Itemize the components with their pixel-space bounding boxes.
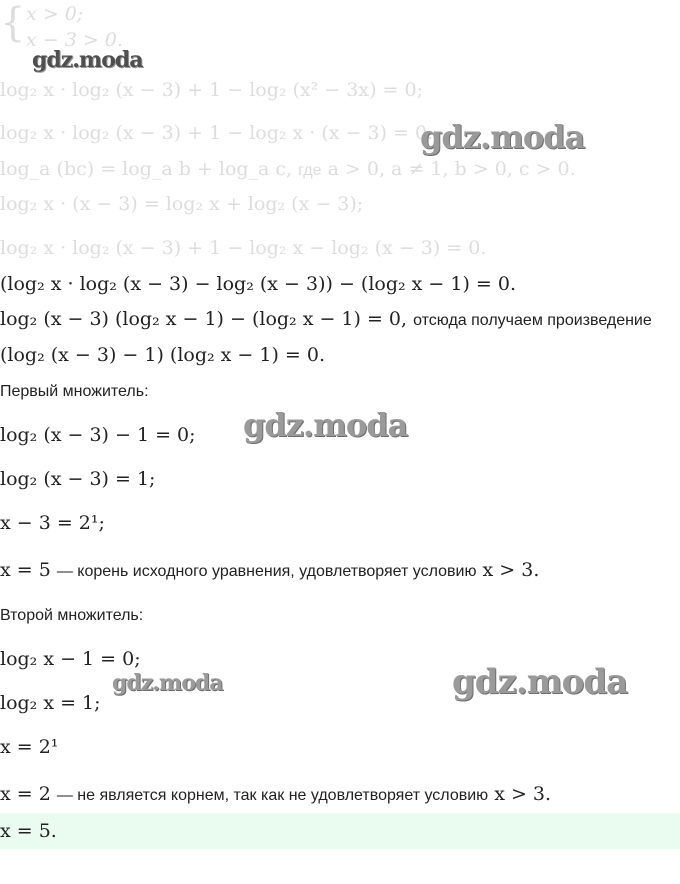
faded-line-5: log₂ x · log₂ (x − 3) + 1 − log₂ x − log₂ (x − 3) = 0. xyxy=(0,237,487,259)
grouping-line: (log₂ x · log₂ (x − 3) − log₂ (x − 3)) − (log₂ x − 1) = 0. xyxy=(0,273,517,295)
watermark-logo: gdz.moda xyxy=(452,662,628,702)
first-factor-eq-2: log₂ (x − 3) = 1; xyxy=(0,468,156,490)
faded-line-1: log₂ x · log₂ (x − 3) + 1 − log₂ (x² − 3x) = 0; xyxy=(0,79,424,101)
second-factor-eq-3: x = 2¹ xyxy=(0,736,59,758)
second-factor-eq-1: log₂ x − 1 = 0; xyxy=(0,648,141,670)
watermark-logo: gdz.moda xyxy=(32,47,143,73)
product-line: (log₂ (x − 3) − 1) (log₂ x − 1) = 0. xyxy=(0,344,326,366)
factoring-line xyxy=(0,307,652,333)
non-root-text: — не является корнем, так как не удовлетворяет условию xyxy=(56,787,489,804)
watermark-logo: gdz.moda xyxy=(243,406,408,444)
log-property-word: где xyxy=(298,162,322,179)
first-factor-eq-3: x − 3 = 2¹; xyxy=(0,512,105,534)
condition-2: x − 3 > 0. xyxy=(26,29,123,51)
second-factor-eq-2: log₂ x = 1; xyxy=(0,692,101,714)
second-factor-label: Второй множитель: xyxy=(0,607,144,624)
root-formula: x = 5 xyxy=(0,559,51,581)
faded-line-4: log₂ x · (x − 3) = log₂ x + log₂ (x − 3); xyxy=(0,193,364,215)
faded-line-3 xyxy=(0,157,576,183)
first-factor-eq-1: log₂ (x − 3) − 1 = 0; xyxy=(0,424,196,446)
watermark-logo: gdz.moda xyxy=(112,670,223,696)
log-property-condition: a > 0, a ≠ 1, b > 0, c > 0. xyxy=(327,158,576,180)
faded-line-2: log₂ x · log₂ (x − 3) + 1 − log₂ x · (x − 3) = 0. xyxy=(0,122,434,144)
root-text: — корень исходного уравнения, удовлетворяет условию xyxy=(56,563,477,580)
answer-box xyxy=(0,813,680,849)
factoring-text: отсюда получаем произведение xyxy=(413,312,652,329)
second-factor-result xyxy=(0,782,551,808)
factoring-formula: log₂ (x − 3) (log₂ x − 1) − (log₂ x − 1) = 0, xyxy=(0,308,408,330)
non-root-condition: x > 3. xyxy=(494,783,552,805)
first-factor-label: Первый множитель: xyxy=(0,383,149,400)
answer-text: x = 5. xyxy=(0,820,57,842)
log-property-formula: log_a (bc) = log_a b + log_a c, xyxy=(0,158,293,180)
system-brace: { xyxy=(0,0,26,46)
root-condition: x > 3. xyxy=(482,559,540,581)
first-factor-result xyxy=(0,558,539,584)
watermark-logo: gdz.moda xyxy=(420,118,585,156)
non-root-formula: x = 2 xyxy=(0,783,51,805)
condition-1: x > 0; xyxy=(26,3,84,25)
